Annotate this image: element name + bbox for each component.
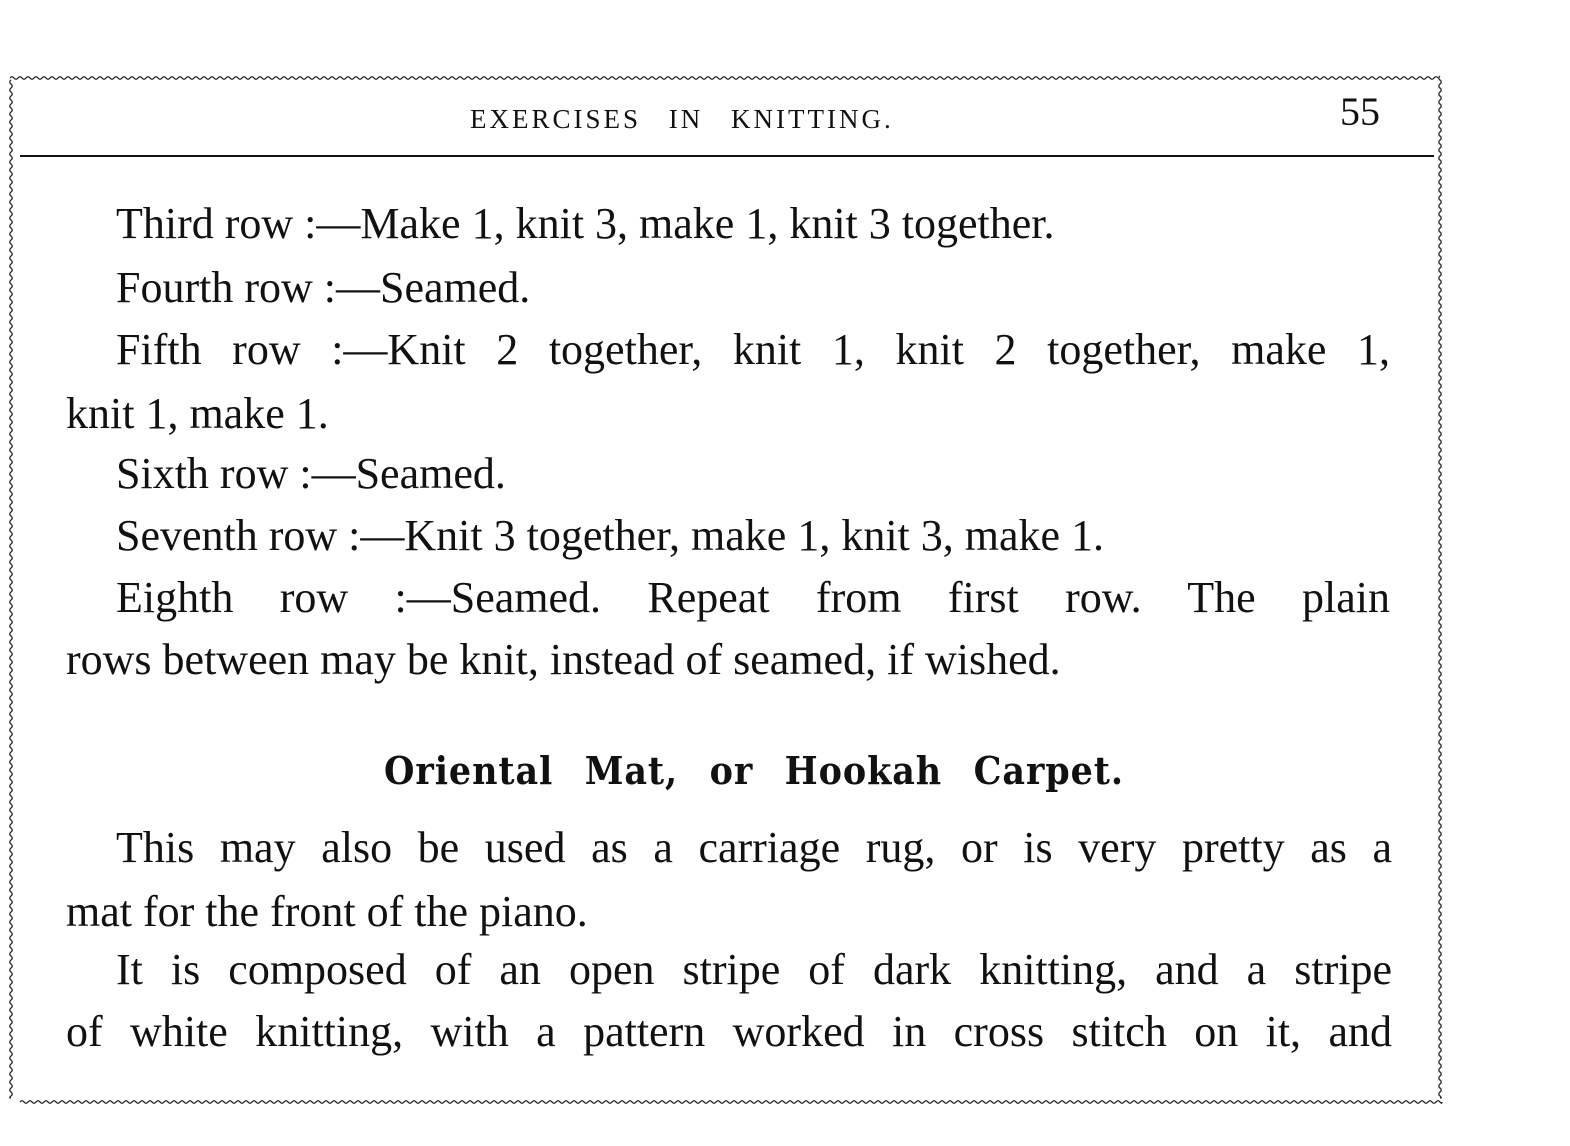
composition-paragraph-line-2: of white knitting, with a pattern worked in cross stitch on it, and	[66, 1007, 1392, 1056]
eighth-row-line-1: Eighth row :—Seamed. Repeat from first row. The plain	[116, 573, 1390, 622]
intro-paragraph-line-1: This may also be used as a carriage rug, or is very pretty as a	[116, 823, 1392, 872]
running-head: EXERCISES IN KNITTING.	[470, 104, 894, 134]
fifth-row-line-2: knit 1, make 1.	[66, 389, 329, 438]
section-heading: Oriental Mat, or Hookah Carpet.	[384, 748, 1124, 793]
eighth-row-line-2: rows between may be knit, instead of seamed, if wished.	[66, 635, 1061, 684]
third-row-line: Third row :—Make 1, knit 3, make 1, knit 3 together.	[116, 199, 1055, 248]
header-rule	[20, 155, 1434, 157]
intro-paragraph-line-2: mat for the front of the piano.	[66, 887, 588, 936]
sixth-row-line: Sixth row :—Seamed.	[116, 449, 506, 498]
fifth-row-line-1: Fifth row :—Knit 2 together, knit 1, knit 2 together, make 1,	[116, 325, 1390, 374]
seventh-row-line: Seventh row :—Knit 3 together, make 1, knit 3, make 1.	[116, 511, 1105, 560]
composition-paragraph-line-1: It is composed of an open stripe of dark knitting, and a stripe	[116, 945, 1392, 994]
fourth-row-line: Fourth row :—Seamed.	[116, 263, 531, 312]
page-number: 55	[1340, 89, 1380, 134]
